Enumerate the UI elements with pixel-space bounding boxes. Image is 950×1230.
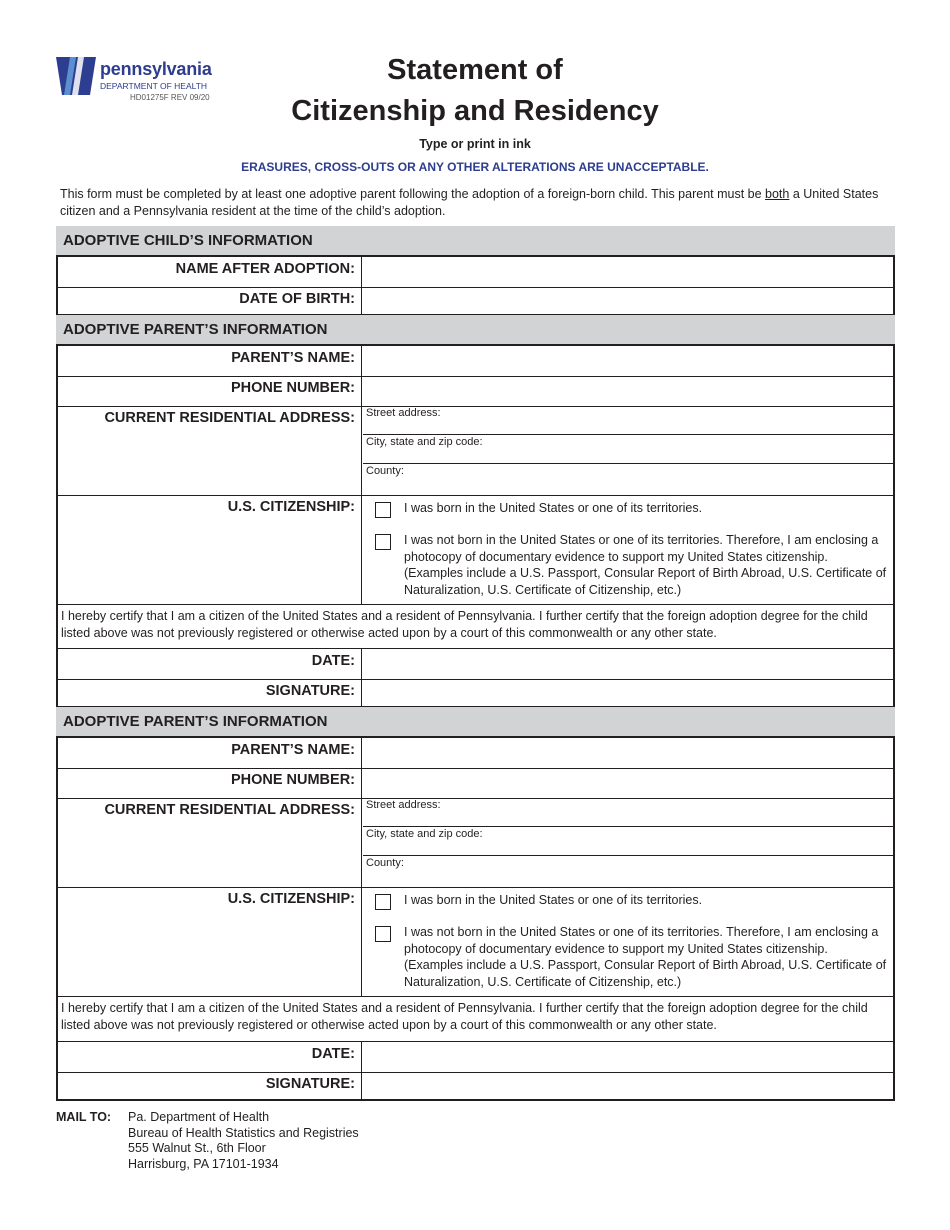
parent2-phone-field[interactable] xyxy=(363,768,893,798)
intro-text-end: a United States citizen and a Pennsylvania resident at the time of the child’s adoption. xyxy=(60,187,879,218)
parent1-not-born-us-text: I was not born in the United States or one of its territories. Therefore, I am enclosing a photocopy of documentary evidence to support my United States citizenship. (Examples include a U.S. Passport, Consular Report of Birth Abroad, U.S. Certificate of Naturalization, U.S. Certificate of Citizenship, etc.) xyxy=(404,533,887,598)
parent2-address-label: CURRENT RESIDENTIAL ADDRESS: xyxy=(58,798,362,887)
parent2-citizenship-label: U.S. CITIZENSHIP: xyxy=(58,887,362,996)
parent1-certification: I hereby certify that I am a citizen of the United States and a resident of Pennsylvania. I further certify that the foreign adoption degree for the child listed above was not previously registered or otherwise acted upon by a court of this commonwealth or any other state. xyxy=(58,604,893,649)
parent1-street-label: Street address: xyxy=(366,407,441,419)
parent2-county-label: County: xyxy=(366,857,404,869)
parent1-address-label: CURRENT RESIDENTIAL ADDRESS: xyxy=(58,406,362,495)
parent2-citizenship-row xyxy=(58,887,893,997)
parent1-date-field[interactable] xyxy=(363,649,893,679)
pa-health-logo xyxy=(56,55,226,105)
mail-address-line-1: Pa. Department of Health xyxy=(128,1110,270,1124)
parent2-name-label: PARENT’S NAME: xyxy=(58,738,362,768)
alterations-warning: ERASURES, CROSS-OUTS OR ANY OTHER ALTERATIONS ARE UNACCEPTABLE. xyxy=(241,160,709,174)
child-dob-label: DATE OF BIRTH: xyxy=(58,287,362,316)
parent2-section-header: ADOPTIVE PARENT’S INFORMATION xyxy=(56,707,895,737)
parent1-address-fields xyxy=(363,406,893,495)
parent1-street-field[interactable] xyxy=(363,406,893,435)
keystone-logo-icon xyxy=(56,55,96,95)
parent2-not-born-us-checkbox[interactable] xyxy=(375,926,391,942)
form-code: HD01275F REV 09/20 xyxy=(130,93,210,102)
child-name-field[interactable] xyxy=(363,257,893,287)
intro-paragraph xyxy=(60,186,890,220)
parent1-phone-row xyxy=(58,376,893,407)
parent2-signature-field[interactable] xyxy=(363,1072,893,1101)
child-name-row xyxy=(58,257,893,288)
parent2-street-label: Street address: xyxy=(366,799,441,811)
parent1-signature-row xyxy=(58,679,893,708)
parent2-address-fields xyxy=(363,798,893,887)
parent2-name-row xyxy=(58,738,893,769)
parent2-city-label: City, state and zip code: xyxy=(366,828,483,840)
parent1-signature-field[interactable] xyxy=(363,679,893,708)
parent2-date-label: DATE: xyxy=(58,1042,362,1072)
parent1-signature-label: SIGNATURE: xyxy=(58,679,362,708)
parent1-phone-field[interactable] xyxy=(363,376,893,406)
parent1-name-row xyxy=(58,346,893,377)
parent1-phone-label: PHONE NUMBER: xyxy=(58,376,362,406)
parent2-citizenship-options xyxy=(363,887,893,996)
parent1-born-us-checkbox[interactable] xyxy=(375,502,391,518)
parent1-county-field[interactable] xyxy=(363,464,893,494)
mail-address-line-3: 555 Walnut St., 6th Floor xyxy=(128,1141,266,1156)
parent1-date-row xyxy=(58,649,893,680)
mail-to-label: MAIL TO: xyxy=(56,1110,112,1124)
parent1-born-us-text: I was born in the United States or one of its territories. xyxy=(404,501,703,515)
parent2-date-row xyxy=(58,1042,893,1073)
parent1-county-label: County: xyxy=(366,465,404,477)
title-line-1: Statement of xyxy=(387,54,563,86)
ink-instruction: Type or print in ink xyxy=(419,137,531,151)
child-dob-row xyxy=(58,287,893,316)
parent1-name-label: PARENT’S NAME: xyxy=(58,346,362,376)
parent1-address-row xyxy=(58,406,893,496)
parent1-section-header: ADOPTIVE PARENT’S INFORMATION xyxy=(56,315,895,345)
parent2-signature-label: SIGNATURE: xyxy=(58,1072,362,1101)
logo-subtitle: DEPARTMENT OF HEALTH xyxy=(100,81,208,91)
parent2-option-born-us xyxy=(375,892,887,912)
mail-to-address xyxy=(128,1110,359,1172)
parent2-info-table xyxy=(56,736,895,1101)
parent1-info-table xyxy=(56,344,895,708)
parent1-city-label: City, state and zip code: xyxy=(366,436,483,448)
parent1-option-born-us xyxy=(375,500,887,520)
parent2-option-not-born-us xyxy=(375,924,887,992)
parent2-street-field[interactable] xyxy=(363,798,893,827)
child-section-header: ADOPTIVE CHILD’S INFORMATION xyxy=(56,226,895,256)
parent2-address-row xyxy=(58,798,893,888)
intro-underlined-word: both xyxy=(765,187,790,201)
parent1-not-born-us-checkbox[interactable] xyxy=(375,534,391,550)
parent2-date-field[interactable] xyxy=(363,1042,893,1072)
parent2-county-field[interactable] xyxy=(363,856,893,886)
parent2-born-us-text: I was born in the United States or one of its territories. xyxy=(404,893,703,907)
child-info-table xyxy=(56,255,895,316)
parent1-citizenship-options xyxy=(363,495,893,604)
title-line-2: Citizenship and Residency xyxy=(291,95,659,127)
parent2-signature-row xyxy=(58,1072,893,1101)
logo-title: pennsylvania xyxy=(100,59,212,79)
parent2-phone-row xyxy=(58,768,893,799)
parent2-born-us-checkbox[interactable] xyxy=(375,894,391,910)
parent1-option-not-born-us xyxy=(375,532,887,600)
parent2-name-field[interactable] xyxy=(363,738,893,768)
parent1-city-field[interactable] xyxy=(363,435,893,464)
parent1-date-label: DATE: xyxy=(58,649,362,679)
parent1-citizenship-row xyxy=(58,495,893,605)
parent2-city-field[interactable] xyxy=(363,827,893,856)
child-name-label: NAME AFTER ADOPTION: xyxy=(58,257,362,287)
mail-address-line-2: Bureau of Health Statistics and Registries xyxy=(128,1125,359,1140)
form-title xyxy=(240,50,710,132)
intro-text-start: This form must be completed by at least one adoptive parent following the adoption of a foreign-born child. This parent must be xyxy=(60,187,766,201)
parent2-not-born-us-text: I was not born in the United States or one of its territories. Therefore, I am enclosing a photocopy of documentary evidence to support my United States citizenship. (Examples include a U.S. Passport, Consular Report of Birth Abroad, U.S. Certificate of Naturalization, U.S. Certificate of Citizenship, etc.) xyxy=(404,925,887,990)
parent1-name-field[interactable] xyxy=(363,346,893,376)
parent2-certification: I hereby certify that I am a citizen of the United States and a resident of Pennsylvania. I further certify that the foreign adoption degree for the child listed above was not previously registered or otherwise acted upon by a court of this commonwealth or any other state. xyxy=(58,996,893,1042)
parent2-phone-label: PHONE NUMBER: xyxy=(58,768,362,798)
parent1-citizenship-label: U.S. CITIZENSHIP: xyxy=(58,495,362,604)
child-dob-field[interactable] xyxy=(363,287,893,316)
mail-address-line-4: Harrisburg, PA 17101-1934 xyxy=(128,1156,279,1171)
